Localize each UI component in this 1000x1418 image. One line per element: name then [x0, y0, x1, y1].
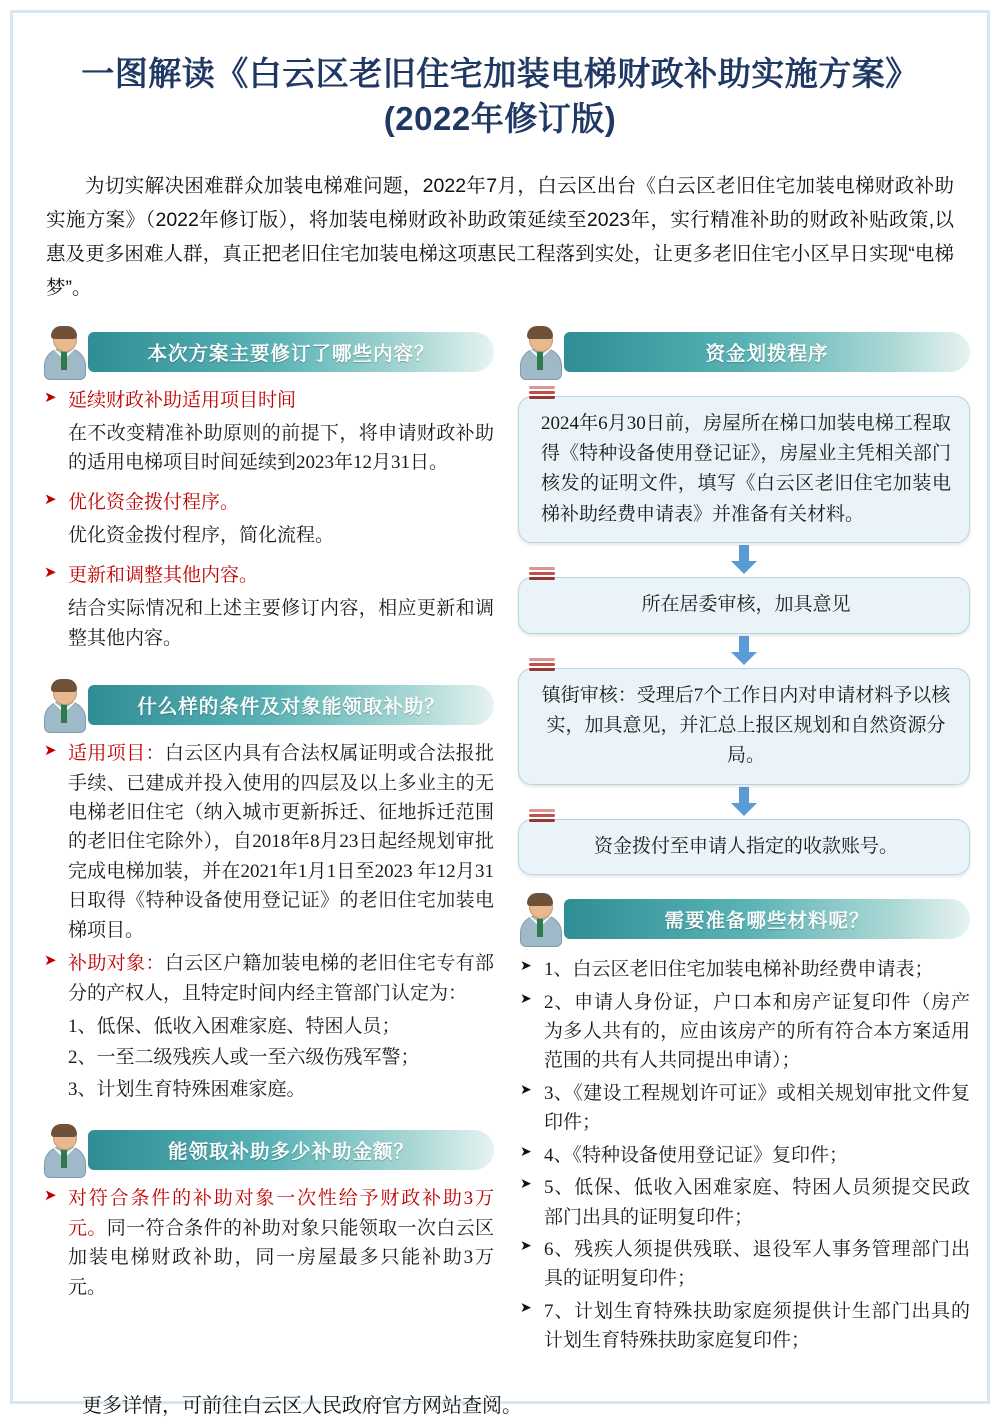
revisions-list — [42, 386, 494, 415]
stack-icon — [529, 658, 555, 674]
revisions-list-3 — [42, 561, 494, 590]
flow-step-2-text: 所在居委审核，加具意见 — [641, 594, 851, 616]
list-item: ➤ 4、《特种设备使用登记证》复印件； — [518, 1141, 970, 1170]
flow-step-2 — [518, 577, 970, 633]
person-icon — [42, 328, 86, 378]
applicable-projects-label: 适用项目： — [68, 743, 165, 765]
list-item: ➤ 5、低保、低收入困难家庭、特困人员须提交民政部门出具的证明复印件； — [518, 1173, 970, 1232]
title-line-1: 一图解读《白云区老旧住宅加装电梯财政补助实施方案》 — [81, 55, 919, 92]
list-item — [42, 1184, 494, 1302]
flow-step-1 — [518, 396, 970, 544]
section-header-revisions — [42, 332, 494, 376]
revision-body-2: 优化资金拨付程序，简化流程。 — [68, 525, 335, 547]
list-item: ➤ 3、《建设工程规划许可证》或相关规划审批文件复印件； — [518, 1079, 970, 1138]
subsidy-targets-label: 补助对象： — [68, 953, 165, 975]
section-header-funding — [518, 332, 970, 376]
amount-body: 同一符合条件的补助对象只能领取一次白云区加装电梯财政补助，同一房屋最多只能补助3万元。 — [68, 1217, 494, 1298]
stack-icon — [529, 567, 555, 583]
revision-body-1: 在不改变精准补助原则的前提下，将申请财政补助的适用电梯项目时间延续到2023年12月31日。 — [68, 423, 494, 474]
amount-list — [42, 1184, 494, 1302]
section-title-amount: 能领取补助多少补助金额？ — [88, 1130, 494, 1170]
subsidy-targets-body: 白云区户籍加装电梯的老旧住宅专有部分的产权人，且特定时间内经主管部门认定为： — [68, 953, 494, 1004]
person-icon — [518, 328, 562, 378]
flow-step-4-text: 资金拨付至申请人指定的收款账号。 — [593, 835, 898, 857]
applicable-projects-body: 白云区内具有合法权属证明或合法报批手续、已建成并投入使用的四层及以上多业主的无电梯老旧住宅（纳入城市更新拆迁、征地拆迁范围的老旧住宅除外），自2018年8月23日起经规划审批完成电梯加装，并在2021年1月1日至2023 年12月31日取得《特种设备使用登记证》的老旧住宅加装电梯项目。 — [68, 743, 494, 941]
stack-icon — [529, 386, 555, 402]
section-header-materials — [518, 899, 970, 943]
flow-arrow-3 — [518, 785, 970, 819]
two-column-layout — [42, 332, 970, 1359]
flow-arrow-1 — [518, 543, 970, 577]
list-item: ➤ 1、白云区老旧住宅加装电梯补助经费申请表； — [518, 955, 970, 984]
list-item: ➤ 6、残疾人须提供残联、退役军人事务管理部门出具的证明复印件； — [518, 1235, 970, 1294]
subsidy-target-item-1: 1、低保、低收入困难家庭、特困人员； — [68, 1016, 401, 1038]
list-item — [42, 386, 494, 415]
intro-paragraph: 为切实解决困难群众加装电梯难问题，2022年7月，白云区出台《白云区老旧住宅加装电梯财政补助实施方案》（2022年修订版），将加装电梯财政补助政策延续至2023年，实行精准补助的财政补贴政策,以惠及更多困难人群，真正把老旧住宅加装电梯这项惠民工程落到实处，让更多老旧住宅小区早日实现“电梯梦”。 — [46, 175, 954, 300]
flow-step-1-text: 2024年6月30日前，房屋所在梯口加装电梯工程取得《特种设备使用登记证》，房屋业主凭相关部门核发的证明文件，填写《白云区老旧住宅加装电梯补助经费申请表》并准备有关材料。 — [541, 412, 951, 525]
list-item: ➤ 7、计划生育特殊扶助家庭须提供计生部门出具的计划生育特殊扶助家庭复印件； — [518, 1297, 970, 1356]
person-icon — [518, 895, 562, 945]
section-title-materials: 需要准备哪些材料呢？ — [564, 899, 970, 939]
revision-title-1: 延续财政补助适用项目时间 — [68, 389, 297, 411]
revision-body-3: 结合实际情况和上述主要修订内容，相应更新和调整其他内容。 — [68, 598, 494, 649]
person-icon — [42, 681, 86, 731]
revision-title-3: 更新和调整其他内容。 — [68, 564, 259, 586]
amount-highlight: 对符合条件的补助对象一次性给予财政补助3万元。 — [68, 1188, 494, 1239]
section-header-amount — [42, 1130, 494, 1174]
revision-title-2: 优化资金拨付程序。 — [68, 491, 240, 513]
list-item — [42, 488, 494, 517]
list-item: ➤ 2、申请人身份证，户口本和房产证复印件（房产为多人共有的，应由该房产的所有符合本方案适用范围的共有人共同提出申请）； — [518, 988, 970, 1076]
section-title-revisions: 本次方案主要修订了哪些内容？ — [88, 332, 494, 372]
flow-step-3-text: 镇街审核：受理后7个工作日内对申请材料予以核实，加具意见，并汇总上报区规划和自然资源分局。 — [541, 684, 951, 767]
poster-content — [28, 28, 972, 1417]
person-icon — [42, 1126, 86, 1176]
list-item — [42, 561, 494, 590]
stack-icon — [529, 809, 555, 825]
flow-step-3 — [518, 668, 970, 785]
left-column — [42, 332, 494, 1359]
footer-note: 更多详情，可前往白云区人民政府官方网站查阅。 — [82, 1394, 522, 1417]
subsidy-target-item-3: 3、计划生育特殊困难家庭。 — [68, 1078, 306, 1100]
subsidy-target-item-2: 2、一至二级残疾人或一至六级伤残军警； — [68, 1047, 420, 1069]
flow-step-4 — [518, 819, 970, 875]
flow-arrow-2 — [518, 634, 970, 668]
materials-list — [518, 955, 970, 1356]
right-column — [518, 332, 970, 1359]
revisions-list-2 — [42, 488, 494, 517]
conditions-list — [42, 739, 494, 1008]
list-item — [42, 949, 494, 1008]
section-title-conditions: 什么样的条件及对象能领取补助？ — [88, 685, 494, 725]
title-line-2: (2022年修订版) — [383, 99, 617, 137]
list-item — [42, 739, 494, 945]
section-header-conditions — [42, 685, 494, 729]
page-title — [28, 52, 972, 141]
section-title-funding: 资金划拨程序 — [564, 332, 970, 372]
